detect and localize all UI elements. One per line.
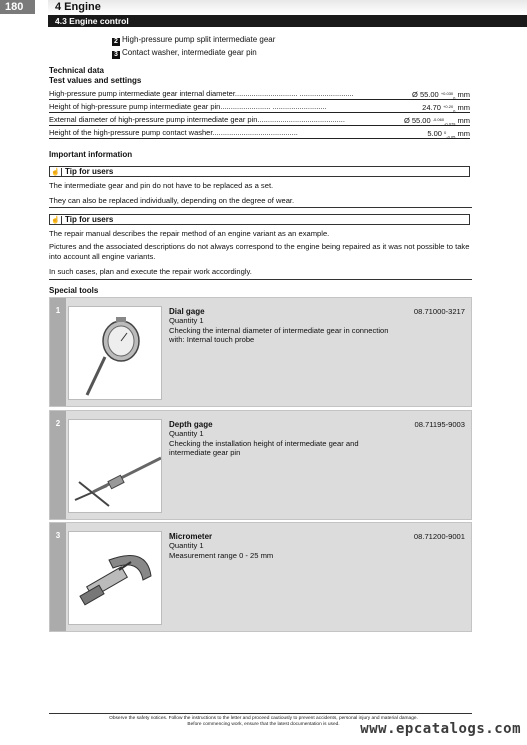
tool-part-number: 08.71000-3217 bbox=[413, 307, 465, 316]
technical-data-heading: Technical data bbox=[49, 66, 104, 75]
spec-label: High-pressure pump intermediate gear internal diameter.............................. .......................... bbox=[49, 89, 354, 98]
tip-label: Tip for users bbox=[65, 167, 114, 176]
tip-box bbox=[49, 166, 470, 177]
spec-label: Height of high-pressure pump intermediate gear pin........................ .......................... bbox=[49, 102, 327, 111]
tool-index: 1 bbox=[50, 298, 66, 406]
depth-gage-icon bbox=[68, 419, 162, 513]
legend-number: 2 bbox=[112, 38, 120, 46]
spec-value: 5.00 $^0_{-0.05}$ mm bbox=[427, 129, 470, 140]
footer-documentation-notice: Before commencing work, ensure that the latest documentation is used. bbox=[187, 722, 340, 727]
hand-icon: ☝ bbox=[50, 168, 62, 177]
tool-part-number: 08.71200-9001 bbox=[413, 532, 465, 541]
tool-index: 3 bbox=[50, 523, 66, 631]
legend-item bbox=[112, 34, 275, 46]
tool-part-number: 08.71195-9003 bbox=[414, 420, 465, 429]
legend-number: 3 bbox=[112, 51, 120, 59]
tool-name: Dial gage bbox=[169, 307, 205, 316]
spec-label: External diameter of high-pressure pump intermediate gear pin.......................................... bbox=[49, 115, 345, 124]
micrometer-icon bbox=[68, 531, 162, 625]
spec-row bbox=[49, 88, 470, 100]
tool-name: Depth gage bbox=[169, 420, 213, 429]
page-number: 180 bbox=[0, 0, 35, 14]
section-title: 4.3 Engine control bbox=[48, 15, 527, 27]
tip-text: The repair manual describes the repair method of an engine variant as an example. bbox=[49, 229, 330, 238]
spec-row bbox=[49, 114, 470, 126]
tool-index: 2 bbox=[50, 411, 66, 519]
tool-card bbox=[49, 410, 472, 520]
tip-text: The intermediate gear and pin do not have to be replaced as a set. bbox=[49, 181, 274, 190]
spec-value: Ø 55.00 $^{+0.030}_0$ mm bbox=[412, 90, 470, 101]
tool-card bbox=[49, 522, 472, 632]
tip-text: In such cases, plan and execute the repair work accordingly. bbox=[49, 267, 252, 276]
dial-gage-icon bbox=[68, 306, 162, 400]
spec-row bbox=[49, 127, 470, 139]
spec-value: Ø 55.00 $^{-0.060}_{-0.079}$ mm bbox=[403, 116, 470, 127]
tool-description: Quantity 1 Checking the installation height of intermediate gear and intermediate gear pin bbox=[169, 429, 359, 457]
hand-icon: ☝ bbox=[50, 216, 62, 225]
divider bbox=[49, 207, 472, 208]
important-info-heading: Important information bbox=[49, 150, 133, 159]
tip-text: They can also be replaced individually, depending on the degree of wear. bbox=[49, 196, 295, 205]
spec-value: 24.70 $^{+0.20}_0$ mm bbox=[422, 103, 470, 114]
watermark: www.epcatalogs.com bbox=[360, 721, 521, 737]
special-tools-heading: Special tools bbox=[49, 286, 99, 295]
divider bbox=[49, 279, 472, 280]
test-values-heading: Test values and settings bbox=[49, 76, 142, 85]
spec-row bbox=[49, 101, 470, 113]
chapter-title: 4 Engine bbox=[48, 0, 527, 14]
footer-safety-notice: Observe the safety notices. Follow the instructions to the letter and proceed cautiously to prevent accidents, personal injury and material damage. bbox=[109, 716, 418, 721]
tip-text: Pictures and the associated descriptions do not always correspond to the engine being repaired as it was not possible to take into account all engine variants. bbox=[49, 242, 470, 261]
legend-text: Contact washer, intermediate gear pin bbox=[122, 48, 257, 57]
tip-box bbox=[49, 214, 470, 225]
legend-item bbox=[112, 47, 257, 59]
footer-divider bbox=[49, 713, 472, 714]
tool-description: Quantity 1 Checking the internal diameter of intermediate gear in connection with: Internal touch probe bbox=[169, 316, 389, 344]
legend-text: High-pressure pump split intermediate gear bbox=[122, 35, 276, 44]
tool-card bbox=[49, 297, 472, 407]
tool-name: Micrometer bbox=[169, 532, 213, 541]
spec-label: Height of the high-pressure pump contact washer......................................... bbox=[49, 128, 298, 137]
tool-description: Quantity 1 Measurement range 0 - 25 mm bbox=[169, 541, 274, 560]
tip-label: Tip for users bbox=[65, 215, 114, 224]
